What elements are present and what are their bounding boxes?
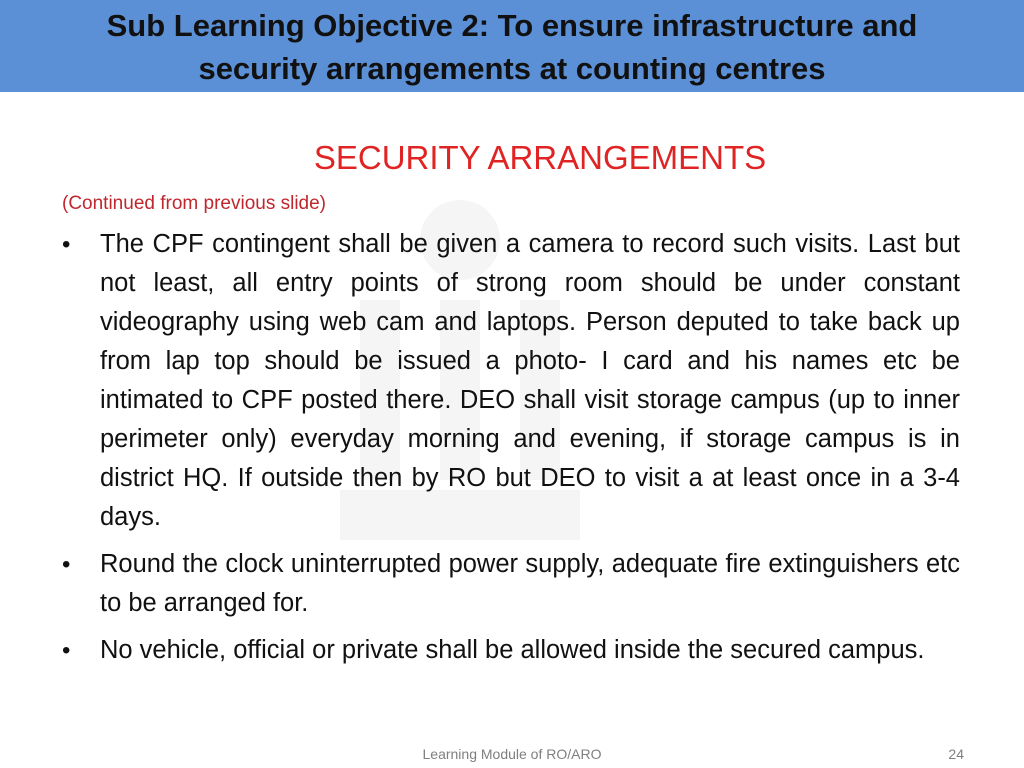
title-bar — [0, 0, 1024, 92]
bullet-icon: • — [62, 231, 71, 258]
bullet-item-cpf-camera — [60, 225, 960, 537]
continued-note: (Continued from previous slide) — [62, 193, 327, 214]
footer-module-label: Learning Module of RO/ARO — [422, 746, 602, 762]
bullet-text: No vehicle, official or private shall be allowed inside the secured campus. — [100, 636, 925, 664]
bullet-list — [60, 225, 960, 678]
bullet-item-power-supply — [60, 545, 960, 623]
bullet-icon: • — [62, 551, 71, 578]
bullet-text: The CPF contingent shall be given a camera to record such visits. Last but not least, all entry points of strong room should be under constant videography using web cam and laptops. Person deputed to take back up from lap top should be issued a photo- I card and his names etc be intimated to CPF posted there. DEO shall visit storage campus (up to inner perimeter only) everyday morning and evening, if storage campus is in district HQ. If outside then by RO but DEO to visit a at least once in a 3-4 days. — [100, 230, 960, 531]
bullet-item-no-vehicle — [60, 631, 960, 670]
bullet-text: Round the clock uninterrupted power supply, adequate fire extinguishers etc to be arranged for. — [100, 550, 960, 617]
bullet-icon: • — [62, 637, 71, 664]
section-heading: SECURITY ARRANGEMENTS — [313, 139, 767, 176]
page-number: 24 — [948, 746, 964, 762]
slide-title: Sub Learning Objective 2: To ensure infrastructure and security arrangements at counting centres — [106, 8, 918, 86]
